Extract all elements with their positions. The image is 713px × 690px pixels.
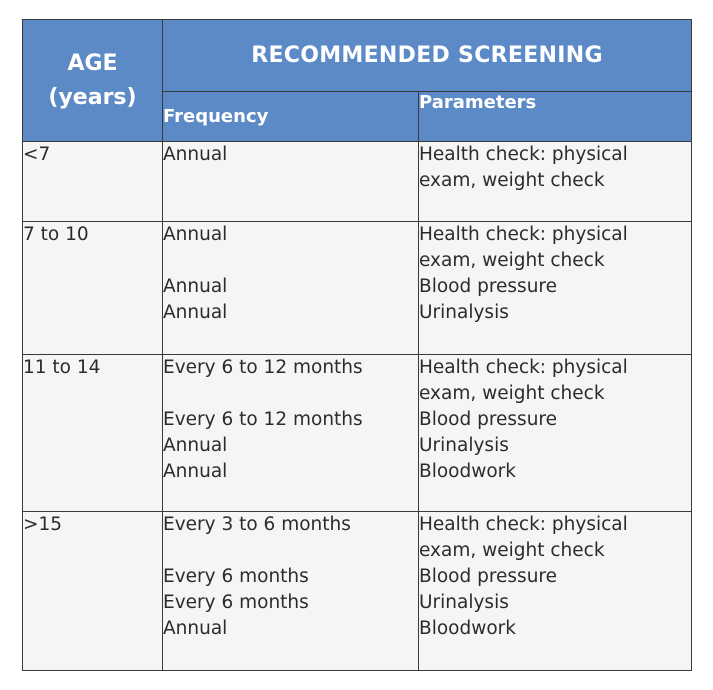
parameter-value: Blood pressure <box>419 276 558 297</box>
frequency-value: Annual <box>163 276 228 297</box>
parameters-cell <box>419 355 692 512</box>
parameter-value: Blood pressure <box>419 409 558 430</box>
age-value: >15 <box>23 514 63 535</box>
frequency-value: Annual <box>163 618 228 639</box>
parameters-header: Parameters <box>419 92 692 142</box>
age-header-line1: AGE <box>67 50 118 76</box>
age-cell <box>23 355 163 512</box>
table-row <box>23 355 692 512</box>
header-row-main <box>23 20 692 92</box>
table-row <box>23 222 692 355</box>
parameter-value: Health check: physical <box>419 514 628 535</box>
recommended-screening-header: RECOMMENDED SCREENING <box>163 20 692 92</box>
frequency-value: Annual <box>163 224 228 245</box>
parameter-value: Health check: physical <box>419 144 628 165</box>
parameters-cell <box>419 142 692 222</box>
frequency-value: Every 6 months <box>163 592 309 613</box>
age-header-line2: (years) <box>48 84 137 110</box>
frequency-value: Every 6 to 12 months <box>163 357 363 378</box>
frequency-value: Annual <box>163 302 228 323</box>
age-value: <7 <box>23 144 51 165</box>
table-row <box>23 512 692 671</box>
frequency-value: Annual <box>163 461 228 482</box>
screening-table <box>22 19 692 671</box>
frequency-cell <box>163 142 419 222</box>
parameter-value: Urinalysis <box>419 435 509 456</box>
parameter-value: exam, weight check <box>419 250 605 271</box>
parameter-value: Health check: physical <box>419 224 628 245</box>
parameter-value: exam, weight check <box>419 540 605 561</box>
frequency-cell <box>163 355 419 512</box>
frequency-value: Every 6 to 12 months <box>163 409 363 430</box>
frequency-value: Every 6 months <box>163 566 309 587</box>
parameter-value: exam, weight check <box>419 170 605 191</box>
frequency-value: Annual <box>163 435 228 456</box>
age-header <box>23 20 163 142</box>
parameter-value: Urinalysis <box>419 302 509 323</box>
age-cell <box>23 142 163 222</box>
parameters-cell <box>419 512 692 671</box>
age-value: 7 to 10 <box>23 224 89 245</box>
parameter-value: Urinalysis <box>419 592 509 613</box>
frequency-value: Annual <box>163 144 228 165</box>
parameters-cell <box>419 222 692 355</box>
age-value: 11 to 14 <box>23 357 101 378</box>
frequency-cell <box>163 512 419 671</box>
parameter-value: Blood pressure <box>419 566 558 587</box>
table-row <box>23 142 692 222</box>
frequency-header: Frequency <box>163 92 419 142</box>
parameter-value: Bloodwork <box>419 618 516 639</box>
parameter-value: Bloodwork <box>419 461 516 482</box>
frequency-cell <box>163 222 419 355</box>
age-cell <box>23 512 163 671</box>
parameter-value: exam, weight check <box>419 383 605 404</box>
frequency-value: Every 3 to 6 months <box>163 514 351 535</box>
age-cell <box>23 222 163 355</box>
parameter-value: Health check: physical <box>419 357 628 378</box>
